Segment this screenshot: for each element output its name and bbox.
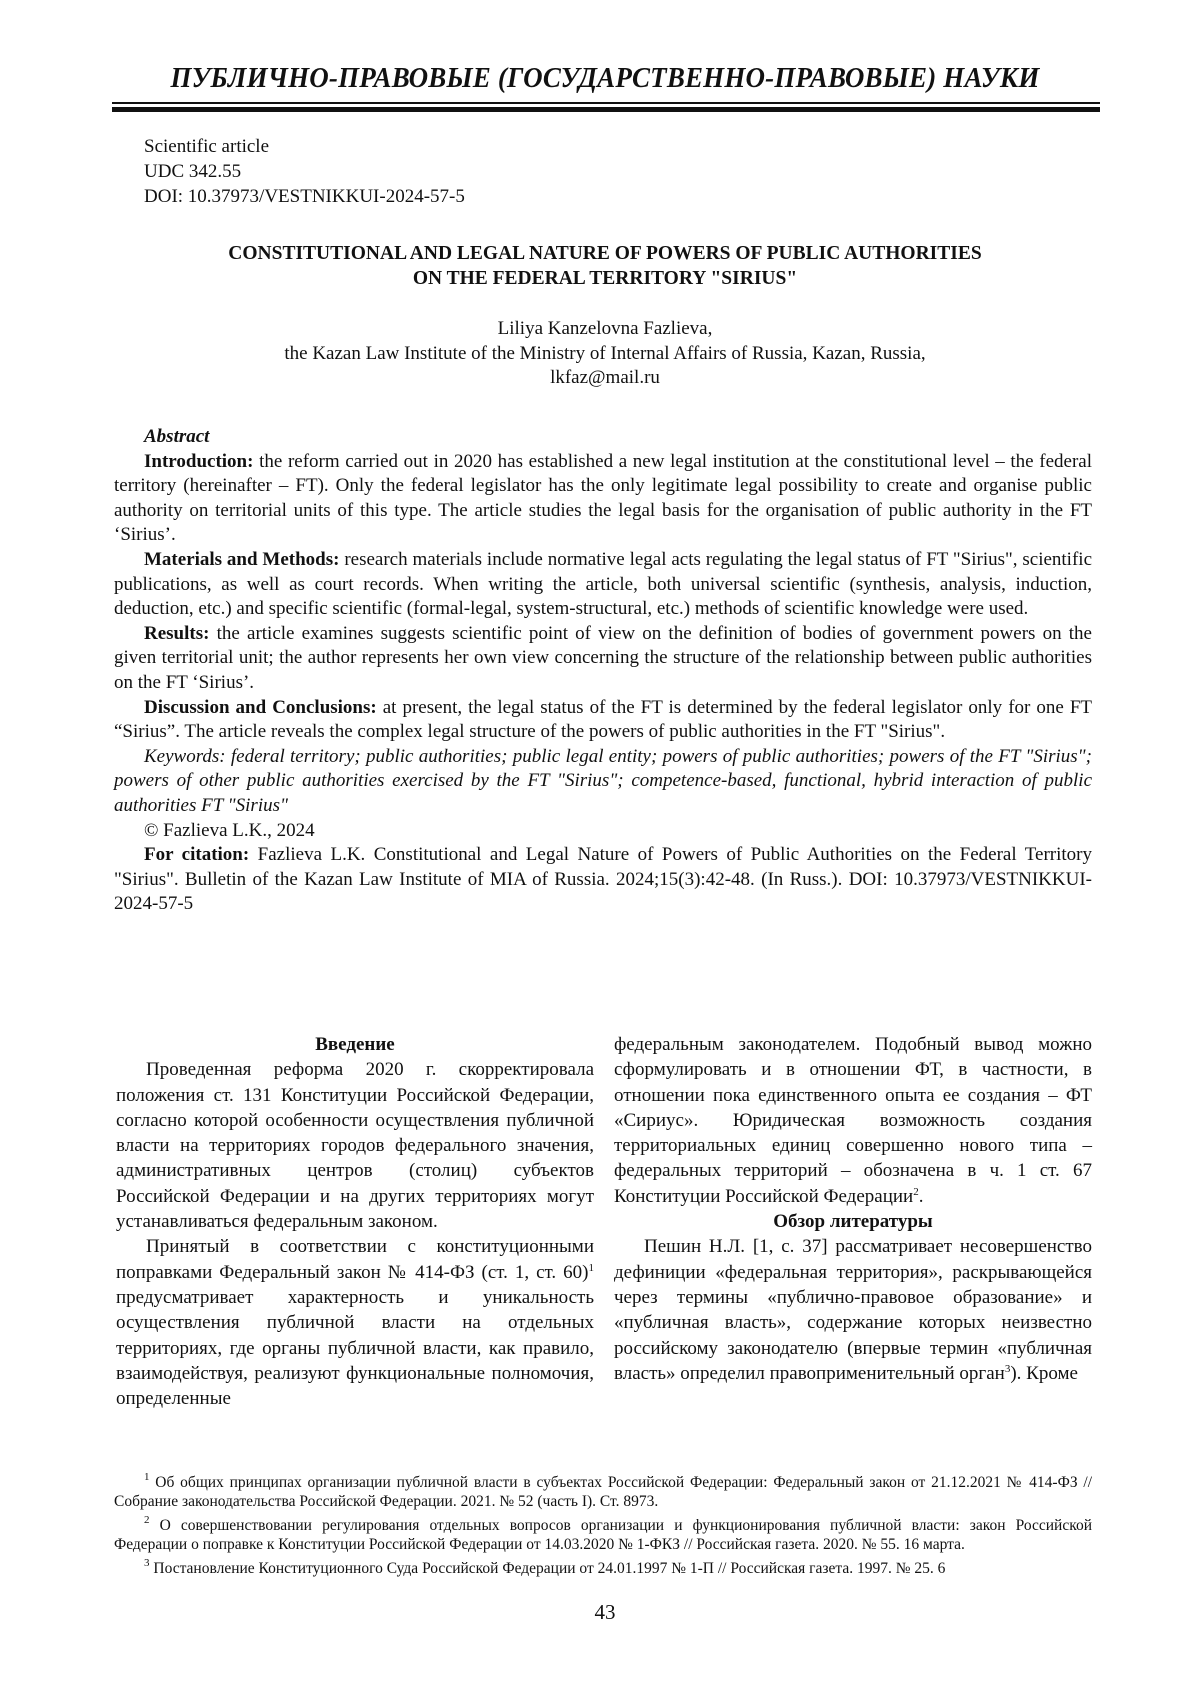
citation-label: For citation:	[144, 844, 250, 866]
article-title	[110, 241, 1100, 291]
section-header: ПУБЛИЧНО-ПРАВОВЫЕ (ГОСУДАРСТВЕННО-ПРАВОВЫЕ) НАУКИ	[170, 62, 1040, 94]
page-number: 43	[594, 1600, 616, 1624]
results-label: Results:	[144, 622, 210, 644]
article-type: Scientific article	[144, 136, 270, 157]
doi: DOI: 10.37973/VESTNIKKUI-2024-57-5	[144, 186, 465, 207]
title-line-1: CONSTITUTIONAL AND LEGAL NATURE OF POWERS OF PUBLIC AUTHORITIES	[228, 243, 982, 264]
footnote-ref-2[interactable]: 2	[913, 1185, 919, 1198]
body-column-right	[614, 1032, 1092, 1386]
header-rule-thick	[112, 107, 1100, 112]
footnotes	[114, 1471, 1092, 1585]
footnote-3: $^3$ Постановление Конституционного Суда Российской Федерации от 24.01.1997 № 1-П // Российская газета. 1997. № 25. 6	[144, 1557, 946, 1577]
title-line-2: ON THE FEDERAL TERRITORY "SIRIUS"	[412, 268, 798, 289]
footnote-2: $^2$ О совершенствовании регулирования отдельных вопросов организации и функционирования публичной власти: закон Российской Федерации о поправке к Конституции Российской Федерации от 14.03.2020 № 1-ФКЗ // Российская газета. 2020. № 55. 16 марта.	[114, 1514, 1092, 1553]
author-affiliation: the Kazan Law Institute of the Ministry of Internal Affairs of Russia, Kazan, Russia,	[284, 342, 926, 364]
abstract-methods: Materials and Methods: research materials include normative legal acts regulating the legal status of FT "Sirius", scientific publications, as well as court records. When writing the article, both universal scientific (synthesis, analysis, induction, deduction, etc.) and specific scientific (formal-legal, system-structural, etc.) methods of scientific knowledge were used.	[114, 548, 1092, 620]
heading-introduction: Введение	[315, 1034, 395, 1055]
footnote-1: $^1$ Об общих принципах организации публичной власти в субъектах Российской Федерации: Федеральный закон от 21.12.2021 № 414-ФЗ // Собрание законодательства Российской Федерации. 2021. № 52 (часть I). Ст. 8973.	[114, 1471, 1092, 1510]
abstract-introduction: Introduction: the reform carried out in 2020 has established a new legal institution at the constitutional level – the federal territory (hereinafter – FT). Only the federal legislator has the only legitimate legal possibility to create and organise public authority on territorial units of this type. The article studies the legal basis for the organisation of public authority in the FT ‘Sirius’.	[114, 450, 1092, 546]
udc: UDC 342.55	[144, 161, 242, 182]
methods-label: Materials and Methods:	[144, 548, 340, 570]
author-block	[110, 317, 1100, 391]
author-email[interactable]: lkfaz@mail.ru	[550, 367, 660, 388]
footnote-ref-3[interactable]: 3	[1004, 1362, 1011, 1375]
introduction-label: Introduction:	[144, 450, 254, 472]
abstract-results: Results: the article examines suggests scientific point of view on the definition of bodies of government powers on the given territorial unit; the author represents her own view concerning the structure of the relationship between public authorities on the FT ‘Sirius’.	[114, 622, 1092, 693]
footnote-ref-1[interactable]: 1	[588, 1261, 594, 1274]
citation: For citation: Fazlieva L.K. Constitutional and Legal Nature of Powers of Public Authorities on the Federal Territory "Sirius". Bulletin of the Kazan Law Institute of MIA of Russia. 2024;15(3):42-48. (In Russ.). DOI: 10.37973/VESTNIKKUI-2024-57-5	[114, 844, 1092, 915]
abstract-discussion: Discussion and Conclusions: at present, the legal status of the FT is determined by the federal legislator only for one FT “Sirius”. The article reveals the complex legal structure of the powers of public authorities in the FT "Sirius".	[114, 696, 1092, 743]
article-meta	[144, 134, 465, 209]
author-name: Liliya Kanzelovna Fazlieva,	[497, 318, 713, 339]
discussion-label: Discussion and Conclusions:	[144, 696, 377, 718]
paragraph: федеральным законодателем. Подобный вывод можно сформулировать и в отношении ФТ, в частности, в отношении пока единственного опыта ее создания – ФТ «Сириус». Юридическая возможность создания территориальных единиц совершенно нового типа – федеральных территорий – обозначена в ч. 1 ст. 67 Конституции Российской Федерации$^2$.	[614, 1034, 1092, 1207]
paragraph: Проведенная реформа 2020 г. скорректировала положения ст. 131 Конституции Российской Федерации, согласно которой особенности осуществления публичной власти на территориях городов федерального значения, административных центров (столиц) субъектов Российской Федерации и на других территориях могут устанавливаться федеральным законом.	[116, 1059, 594, 1233]
paragraph: Принятый в соответствии с конституционными поправками Федеральный закон № 414-ФЗ (ст. 1, ст. 60)$^1$ предусматривает характерность и уникальность осуществления публичной власти на отдельных территориях, где органы публичной власти, как правило, взаимодействуя, реализуют функциональные полномочия, определенные	[116, 1236, 594, 1410]
heading-literature-review: Обзор литературы	[773, 1211, 933, 1233]
paragraph: Пешин Н.Л. [1, с. 37] рассматривает несовершенство дефиниции «федеральная территория», раскрывающейся через термины «публично-правовое образование» и «публичная власть», содержание которых неизвестно российскому законодателю (впервые термин «публичная власть» определил правоприменительный орган$^3$). Кроме	[614, 1236, 1092, 1384]
body-column-left	[116, 1032, 594, 1411]
header-rule-thin	[112, 102, 1100, 104]
abstract-heading: Abstract	[144, 426, 210, 447]
abstract	[114, 425, 1092, 917]
copyright: © Fazlieva L.K., 2024	[144, 819, 315, 841]
keywords: Keywords: federal territory; public authorities; public legal entity; powers of public authorities; powers of the FT "Sirius"; powers of other public authorities exercised by the FT "Sirius"; competence-based, functional, hybrid interaction of public authorities FT "Sirius"	[114, 745, 1092, 816]
